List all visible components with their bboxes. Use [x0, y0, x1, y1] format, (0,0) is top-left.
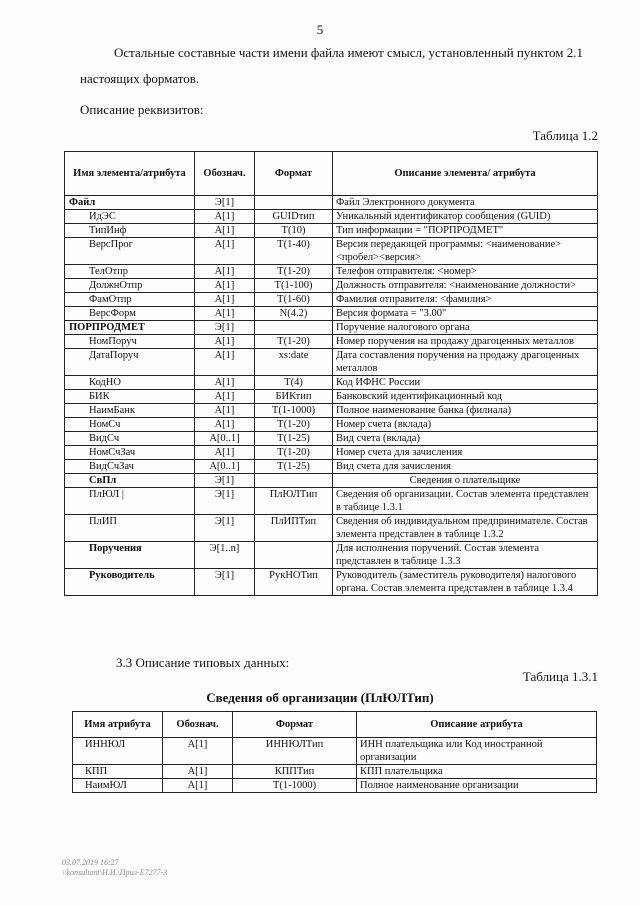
cell-desc: Руководитель (заместитель руководителя) налогового органа. Состав элемента представлен в таблице 1.3.4	[333, 569, 598, 596]
cell-name: НаимБанк	[65, 404, 195, 418]
cell-code: Э[1]	[195, 515, 255, 542]
cell-format: Т(1-1000)	[233, 779, 357, 793]
table1-caption: Таблица 1.2	[532, 128, 598, 143]
cell-name: ИННЮЛ	[73, 738, 163, 765]
cell-format: Т(1-20)	[255, 265, 333, 279]
intro-paragraph: Остальные составные части имени файла имеют смысл, установленный пунктом 2.1 настоящих форматов.	[80, 45, 583, 86]
cell-name: НомПоруч	[65, 335, 195, 349]
table2-body	[73, 738, 597, 793]
table2-header-format: Формат	[233, 712, 357, 738]
cell-code: Э[1]	[195, 196, 255, 210]
footer-stamp-path: \\konsultant\Н.И.\Прил-Е7277-3	[62, 868, 168, 877]
cell-format: ПлЮЛТип	[255, 488, 333, 515]
cell-code: Э[1]	[195, 321, 255, 335]
cell-format: Т(1-100)	[255, 279, 333, 293]
cell-code: А[1]	[163, 779, 233, 793]
table2-header-row	[73, 712, 597, 738]
cell-format: ПлИПТип	[255, 515, 333, 542]
page-number: 5	[316, 22, 324, 37]
cell-format: РукНОТип	[255, 569, 333, 596]
table-row	[65, 390, 598, 404]
table2-header-name: Имя атрибута	[73, 712, 163, 738]
cell-name: ПлЮЛ |	[65, 488, 195, 515]
cell-desc: Банковский идентификационный код	[333, 390, 598, 404]
table-row	[65, 307, 598, 321]
table-row	[65, 321, 598, 335]
cell-code: А[1]	[195, 265, 255, 279]
cell-format: xs:date	[255, 349, 333, 376]
cell-format	[255, 474, 333, 488]
cell-desc: Телефон отправителя: <номер>	[333, 265, 598, 279]
cell-format: Т(1-25)	[255, 460, 333, 474]
cell-format: Т(1-25)	[255, 432, 333, 446]
cell-desc: Сведения об организации. Состав элемента представлен в таблице 1.3.1	[333, 488, 598, 515]
cell-desc: Дата составления поручения на продажу драгоценных металлов	[333, 349, 598, 376]
cell-code: А[1]	[195, 446, 255, 460]
table-row	[65, 488, 598, 515]
table2-header-code: Обознач.	[163, 712, 233, 738]
table1-header-row	[65, 152, 598, 196]
cell-name: КодНО	[65, 376, 195, 390]
footer-stamp-date: 03.07.2019 16:27	[62, 858, 119, 867]
section-33-heading: 3.3 Описание типовых данных:	[116, 655, 290, 670]
cell-format: Т(1-1000)	[255, 404, 333, 418]
cell-name: ПлИП	[65, 515, 195, 542]
table-row	[65, 210, 598, 224]
cell-format	[255, 321, 333, 335]
cell-code: А[1]	[195, 418, 255, 432]
cell-desc: КПП плательщика	[357, 765, 597, 779]
cell-format: БИКтип	[255, 390, 333, 404]
cell-code: А[1]	[195, 279, 255, 293]
table-row	[73, 765, 597, 779]
table-row	[65, 569, 598, 596]
cell-code: А[1]	[195, 293, 255, 307]
cell-code: А[1]	[163, 765, 233, 779]
cell-desc: Номер поручения на продажу драгоценных металлов	[333, 335, 598, 349]
cell-code: А[1]	[195, 307, 255, 321]
cell-name: ФамОтпр	[65, 293, 195, 307]
cell-code: А[1]	[195, 390, 255, 404]
cell-code: Э[1]	[195, 569, 255, 596]
cell-desc: Тип информации = "ПОРПРОДМЕТ"	[333, 224, 598, 238]
cell-format: Т(4)	[255, 376, 333, 390]
cell-code: А[1]	[163, 738, 233, 765]
table-row	[65, 404, 598, 418]
cell-code: Э[1]	[195, 488, 255, 515]
cell-name: Поручения	[65, 542, 195, 569]
cell-desc: Сведения о плательщике	[333, 474, 598, 488]
cell-desc: Для исполнения поручений. Состав элемента представлен в таблице 1.3.3	[333, 542, 598, 569]
org-info-table	[72, 711, 597, 793]
cell-format: Т(1-40)	[255, 238, 333, 265]
cell-name: КПП	[73, 765, 163, 779]
table-row	[65, 238, 598, 265]
cell-desc: Номер счета для зачисления	[333, 446, 598, 460]
cell-format: N(4.2)	[255, 307, 333, 321]
cell-desc: Вид счета (вклада)	[333, 432, 598, 446]
cell-desc: Полное наименование организации	[357, 779, 597, 793]
cell-format	[255, 542, 333, 569]
cell-name: ДатаПоруч	[65, 349, 195, 376]
table2-title: Сведения об организации (ПлЮЛТип)	[206, 690, 434, 705]
cell-desc: Файл Электронного документа	[333, 196, 598, 210]
cell-format: ИННЮЛТип	[233, 738, 357, 765]
table-row	[65, 265, 598, 279]
table-row	[65, 474, 598, 488]
cell-code: А[1]	[195, 224, 255, 238]
cell-code: А[1]	[195, 349, 255, 376]
cell-name: ТипИнф	[65, 224, 195, 238]
cell-code: Э[1]	[195, 474, 255, 488]
cell-name: ДолжнОтпр	[65, 279, 195, 293]
cell-desc: Уникальный идентификатор сообщения (GUID)	[333, 210, 598, 224]
cell-name: ПОРПРОДМЕТ	[65, 321, 195, 335]
cell-format: Т(1-20)	[255, 418, 333, 432]
cell-desc: Номер счета (вклада)	[333, 418, 598, 432]
table-row	[65, 279, 598, 293]
table1-body	[65, 196, 598, 596]
table-row	[65, 376, 598, 390]
cell-desc: Вид счета для зачисления	[333, 460, 598, 474]
cell-desc: Фамилия отправителя: <фамилия>	[333, 293, 598, 307]
cell-format: КППТип	[233, 765, 357, 779]
cell-name: ИдЭС	[65, 210, 195, 224]
table1-header-code: Обознач.	[195, 152, 255, 196]
cell-desc: Код ИФНС России	[333, 376, 598, 390]
table2-caption: Таблица 1.3.1	[522, 669, 598, 684]
cell-desc: ИНН плательщика или Код иностранной организации	[357, 738, 597, 765]
table-row	[65, 196, 598, 210]
table-row	[65, 293, 598, 307]
cell-desc: Версия формата = "3.00"	[333, 307, 598, 321]
table-row	[65, 542, 598, 569]
cell-code: А[0..1]	[195, 460, 255, 474]
cell-name: ВидСч	[65, 432, 195, 446]
table2-header-desc: Описание атрибута	[357, 712, 597, 738]
cell-desc: Поручение налогового органа	[333, 321, 598, 335]
cell-name: ВерсФорм	[65, 307, 195, 321]
cell-name: НаимЮЛ	[73, 779, 163, 793]
cell-format	[255, 196, 333, 210]
table-row	[73, 779, 597, 793]
cell-code: А[1]	[195, 376, 255, 390]
cell-code: А[1]	[195, 238, 255, 265]
table-row	[65, 446, 598, 460]
table-row	[73, 738, 597, 765]
cell-name: ВидСчЗач	[65, 460, 195, 474]
cell-name: Файл	[65, 196, 195, 210]
table1-header-desc: Описание элемента/ атрибута	[333, 152, 598, 196]
cell-name: Руководитель	[65, 569, 195, 596]
table-row	[65, 432, 598, 446]
cell-code: Э[1..n]	[195, 542, 255, 569]
cell-name: ТелОтпр	[65, 265, 195, 279]
cell-code: А[0..1]	[195, 432, 255, 446]
cell-desc: Должность отправителя: <наименование должности>	[333, 279, 598, 293]
cell-code: А[1]	[195, 335, 255, 349]
cell-name: НомСчЗач	[65, 446, 195, 460]
table-row	[65, 349, 598, 376]
table1-header-format: Формат	[255, 152, 333, 196]
cell-desc: Версия передающей программы: <наименование><пробел><версия>	[333, 238, 598, 265]
cell-desc: Сведения об индивидуальном предпринимателе. Состав элемента представлен в таблице 1.3.2	[333, 515, 598, 542]
cell-name: СвПл	[65, 474, 195, 488]
table-row	[65, 224, 598, 238]
cell-format: Т(1-20)	[255, 335, 333, 349]
table-row	[65, 335, 598, 349]
cell-format: GUIDтип	[255, 210, 333, 224]
cell-desc: Полное наименование банка (филиала)	[333, 404, 598, 418]
requisites-table	[64, 151, 598, 596]
cell-format: Т(1-60)	[255, 293, 333, 307]
table1-header-name: Имя элемента/атрибута	[65, 152, 195, 196]
cell-name: ВерсПрог	[65, 238, 195, 265]
cell-name: БИК	[65, 390, 195, 404]
cell-code: А[1]	[195, 210, 255, 224]
cell-format: Т(10)	[255, 224, 333, 238]
cell-code: А[1]	[195, 404, 255, 418]
section-label: Описание реквизитов:	[80, 102, 204, 117]
cell-format: Т(1-20)	[255, 446, 333, 460]
cell-name: НомСч	[65, 418, 195, 432]
table-row	[65, 418, 598, 432]
table-row	[65, 460, 598, 474]
table-row	[65, 515, 598, 542]
